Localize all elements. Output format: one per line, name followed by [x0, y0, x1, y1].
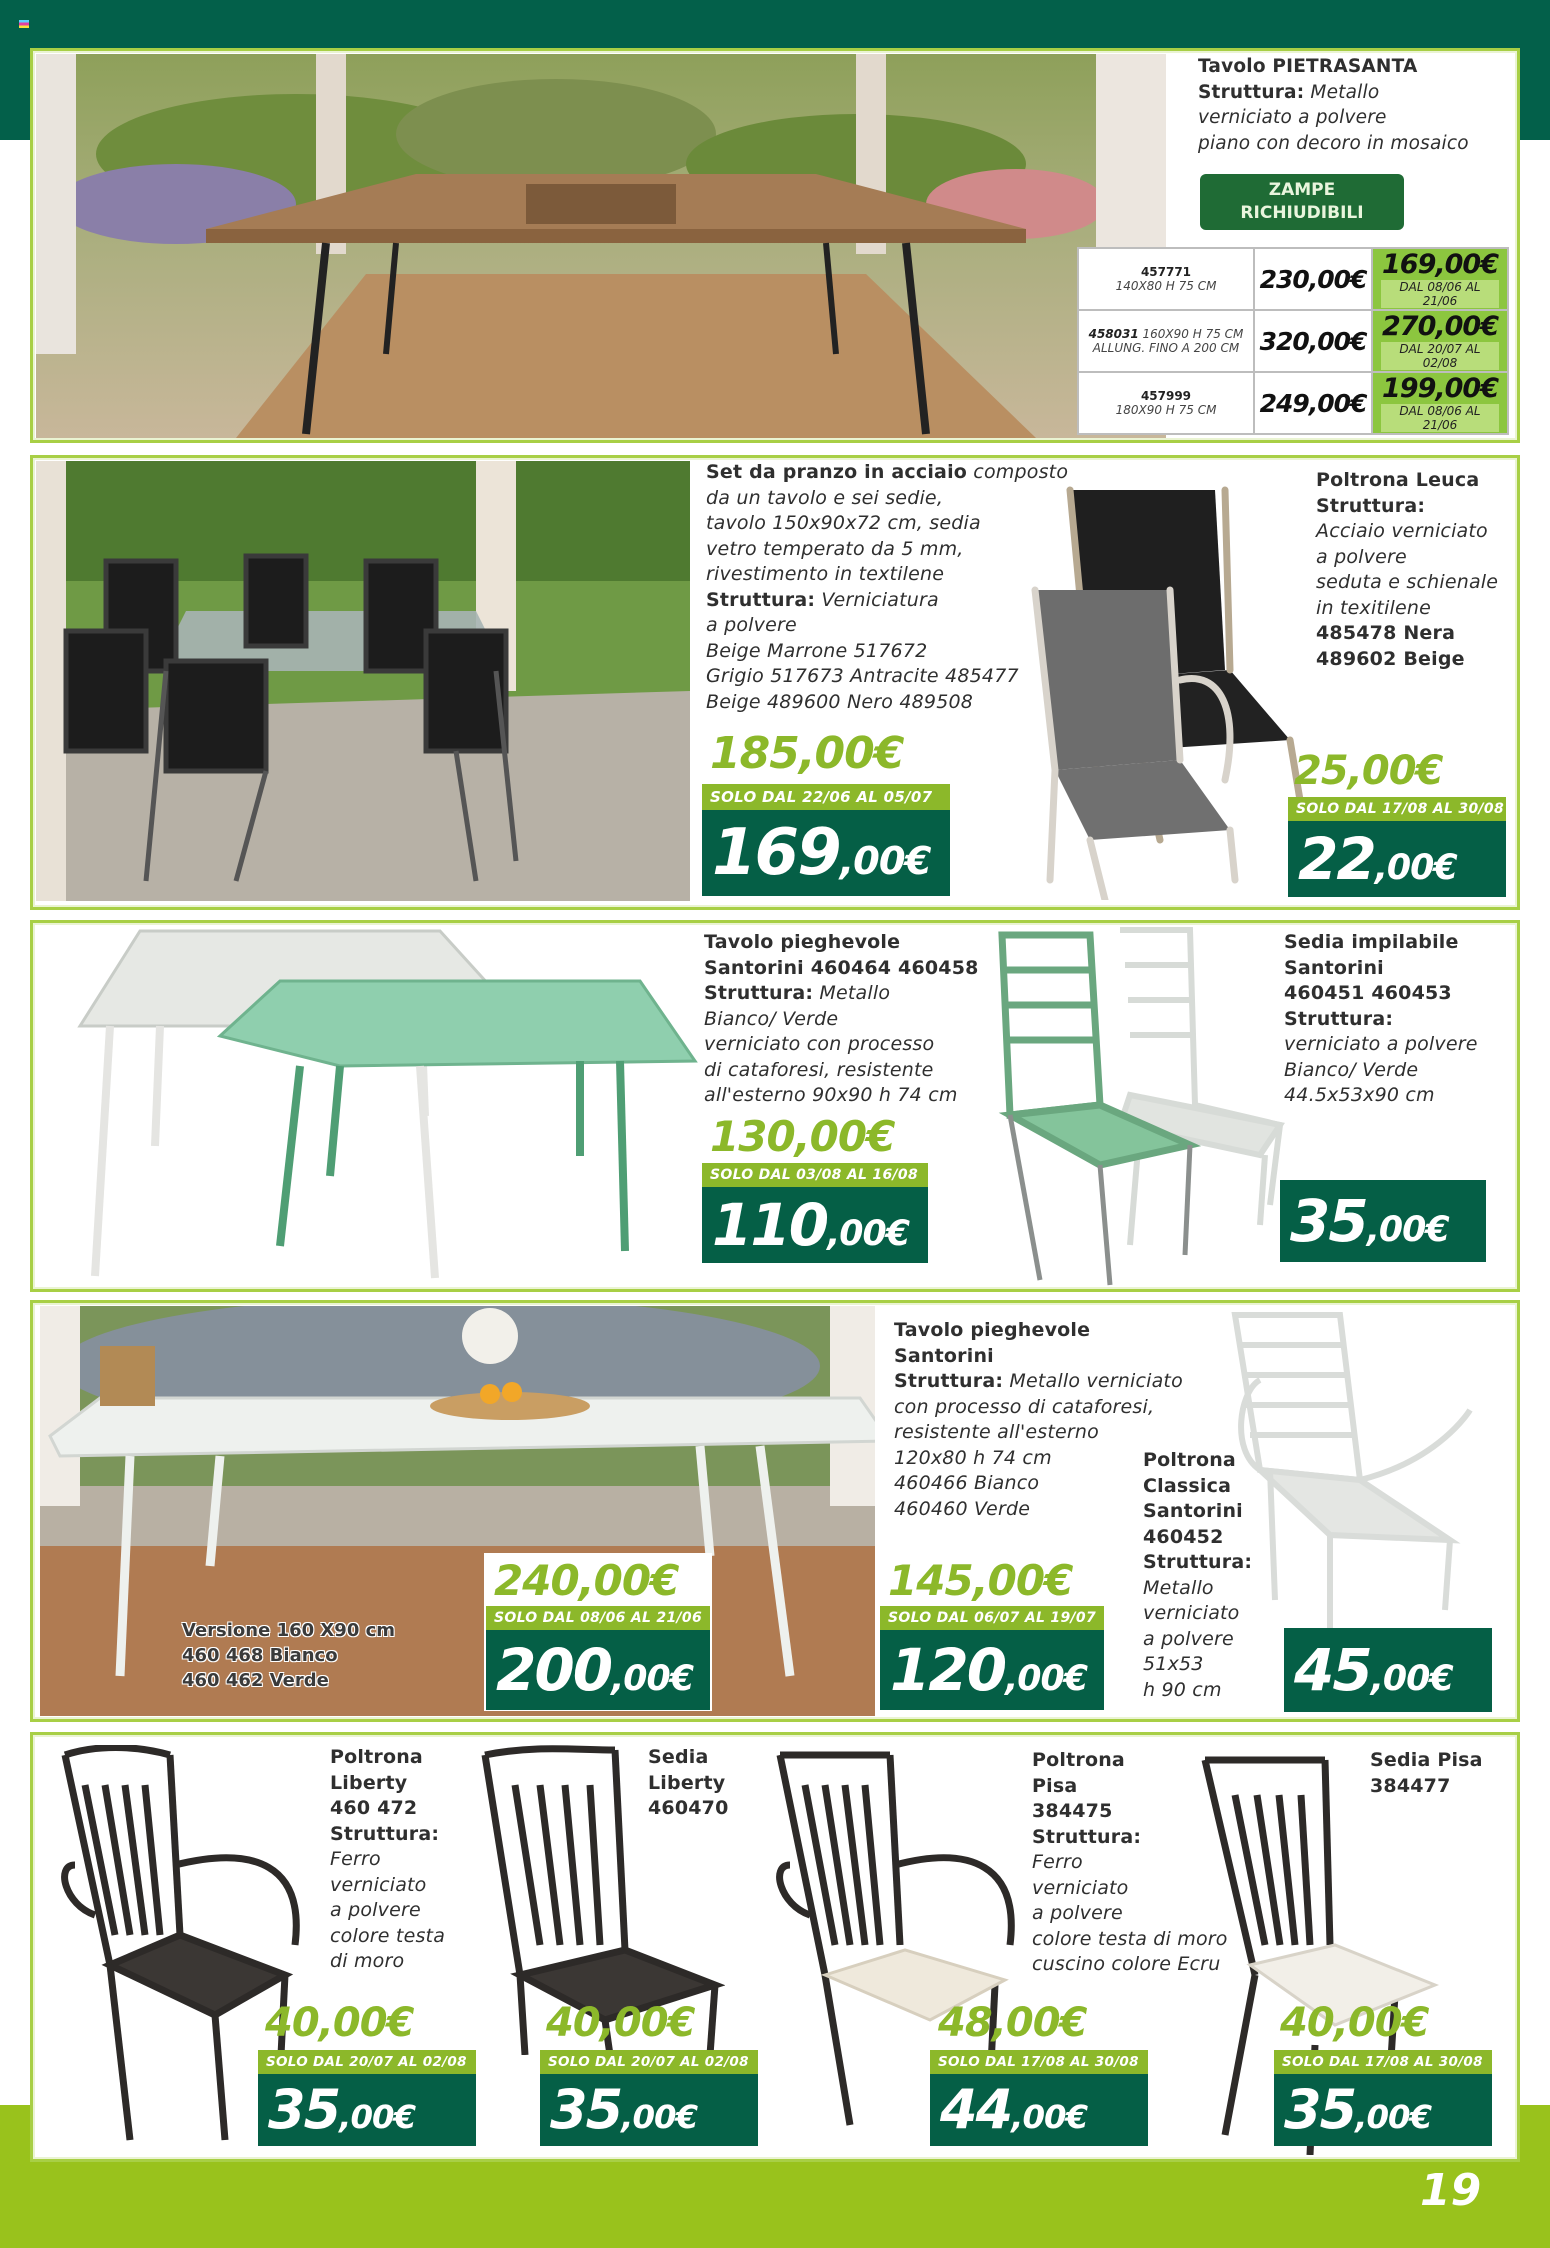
desc-line: verniciato	[330, 1873, 427, 1896]
price-int: 110	[712, 1191, 828, 1259]
item-title: Pisa	[1032, 1774, 1078, 1797]
desc-line: di cataforesi, resistente	[704, 1058, 934, 1081]
desc-line: h 90 cm	[1143, 1678, 1222, 1701]
leuca-promo-dates: SOLO DAL 17/08 AL 30/08	[1288, 797, 1506, 821]
pietrasanta-table-photo	[36, 54, 1166, 438]
product-extension: ALLUNG. FINO A 200 CM	[1092, 341, 1240, 355]
leuca-chair-photo	[1030, 480, 1310, 900]
desc-line: a polvere	[1032, 1902, 1123, 1924]
offer-price: 169,00€	[1382, 249, 1498, 280]
desc-line: composto	[967, 461, 1069, 483]
desc-line: 44.5x53x90 cm	[1284, 1084, 1435, 1106]
dining-set-photo	[36, 461, 690, 901]
santorini-120-description	[894, 1318, 1183, 1522]
desc-line: da un tavolo e sei sedie,	[706, 486, 944, 509]
product-dimensions: 180X90 H 75 CM	[1115, 403, 1217, 417]
desc-line: Bianco/ Verde	[1284, 1058, 1419, 1081]
table-row	[1078, 248, 1508, 310]
pisa-chair-old-price: 40,00€	[1280, 2000, 1429, 2046]
product-title: Tavolo PIETRASANTA	[1198, 56, 1418, 77]
desc-line: a polvere	[706, 614, 797, 636]
santorini-chair-description	[1284, 930, 1478, 1109]
liberty-armchair-old-price: 40,00€	[265, 2000, 414, 2046]
price-int: 200	[496, 1636, 612, 1704]
offer-dates: DAL 08/06 AL 21/06	[1381, 280, 1499, 308]
desc-line: a polvere	[1143, 1627, 1234, 1650]
variant-code: 485478 Nera	[1316, 622, 1456, 644]
price-cents: ,00€	[839, 839, 931, 884]
chair-codes: 460451 460453	[1284, 982, 1452, 1004]
classica-chair-photo	[1230, 1310, 1490, 1630]
chair-title: Sedia impilabile	[1284, 931, 1459, 953]
desc-line: a polvere	[330, 1899, 421, 1921]
santorini-160-promo-dates: SOLO DAL 08/06 AL 21/06	[486, 1606, 710, 1630]
variant-codes: Beige Marrone 517672	[706, 639, 928, 662]
version-line: Versione 160 X90 cm	[182, 1620, 396, 1641]
pisa-armchair-sale-price	[930, 2074, 1148, 2146]
santorini-90-promo-dates: SOLO DAL 03/08 AL 16/08	[702, 1163, 928, 1187]
struct-label: Struttura:	[1032, 1825, 1142, 1848]
chair-title: Classica	[1143, 1474, 1232, 1497]
leuca-sale-price	[1288, 821, 1506, 897]
item-title: Sedia Pisa	[1370, 1749, 1483, 1771]
santorini-160-old-price: 240,00€	[494, 1556, 679, 1605]
desc-line: tavolo 150x90x72 cm, sedia	[706, 512, 981, 534]
table-row	[1078, 310, 1508, 372]
variant-code: 489602 Beige	[1316, 647, 1465, 670]
santorini-120-sale-price	[880, 1630, 1104, 1710]
price-int: 45	[1294, 1636, 1371, 1704]
desc-line: verniciato	[1143, 1602, 1240, 1624]
desc-line: all'esterno 90x90 h 74 cm	[704, 1084, 958, 1106]
liberty-armchair-sale-price	[258, 2074, 476, 2146]
desc-line: 120x80 h 74 cm	[894, 1446, 1052, 1469]
item-code: 460470	[648, 1797, 729, 1819]
desc-line: Ferro	[1032, 1851, 1083, 1873]
santorini-90-description	[704, 930, 979, 1109]
desc-line: verniciato a polvere	[1198, 107, 1387, 128]
desc-line: Bianco/ Verde	[704, 1007, 839, 1030]
price-cents: ,00€	[339, 2098, 416, 2136]
liberty-armchair-promo-dates: SOLO DAL 20/07 AL 02/08	[258, 2050, 476, 2074]
pietrasanta-price-table	[1077, 247, 1509, 435]
table-title: Tavolo pieghevole	[894, 1319, 1091, 1341]
santorini-120-promo-dates: SOLO DAL 06/07 AL 19/07	[880, 1606, 1104, 1630]
product-dimensions: 140X80 H 75 CM	[1115, 279, 1217, 293]
price-cents: ,00€	[611, 1659, 693, 1699]
pisa-chair-promo-dates: SOLO DAL 17/08 AL 30/08	[1274, 2050, 1492, 2074]
desc-line: con processo di cataforesi,	[894, 1395, 1155, 1418]
struct-label: Struttura:	[1284, 1007, 1394, 1030]
desc-line: rivestimento in textilene	[706, 563, 945, 585]
desc-line: a polvere	[1316, 545, 1407, 568]
classica-chair-sale-price	[1284, 1628, 1492, 1712]
desc-line: 51x53	[1143, 1653, 1204, 1675]
santorini-stackable-chairs-photo	[990, 925, 1290, 1290]
pisa-armchair-old-price: 48,00€	[938, 2000, 1087, 2046]
desc-line: Acciaio verniciato	[1316, 520, 1488, 542]
struct-value: Verniciatura	[815, 588, 939, 611]
desc-line: resistente all'esterno	[894, 1421, 1099, 1443]
struct-value: Metallo verniciato	[1003, 1370, 1183, 1392]
chair-title: Santorini	[1143, 1500, 1243, 1522]
item-title: Poltrona	[330, 1746, 423, 1768]
price-int: 44	[940, 2078, 1012, 2141]
chair-title: Poltrona	[1143, 1449, 1236, 1471]
item-title: Sedia	[648, 1746, 709, 1768]
desc-line: di moro	[330, 1950, 405, 1972]
desc-line: verniciato	[1032, 1876, 1129, 1899]
desc-line: in texitilene	[1316, 596, 1432, 619]
santorini-160-sale-price	[486, 1630, 710, 1710]
desc-line: colore testa	[330, 1924, 446, 1947]
price-int: 120	[890, 1636, 1006, 1704]
price-int: 169	[712, 816, 840, 890]
desc-line: seduta e schienale	[1316, 571, 1499, 593]
print-color-marker	[19, 20, 29, 28]
desc-line: piano con decoro in mosaico	[1198, 132, 1469, 154]
version-line: 460 462 Verde	[182, 1670, 329, 1691]
pietrasanta-description	[1198, 54, 1469, 156]
variant-codes: Grigio 517673 Antracite 485477	[706, 665, 1019, 687]
leuca-old-price: 25,00€	[1294, 748, 1443, 794]
table-title: Tavolo pieghevole	[704, 931, 901, 953]
desc-line: colore testa di moro	[1032, 1927, 1228, 1950]
pisa-armchair-promo-dates: SOLO DAL 17/08 AL 30/08	[930, 2050, 1148, 2074]
list-price: 249,00€	[1259, 388, 1367, 418]
desc-line: verniciato con processo	[704, 1033, 935, 1055]
offer-price: 199,00€	[1382, 373, 1498, 404]
set-title: Set da pranzo in acciaio	[706, 461, 968, 483]
santorini-folding-tables-photo	[40, 926, 700, 1286]
offer-dates: DAL 20/07 AL 02/08	[1381, 342, 1499, 370]
pisa-chair-sale-price	[1274, 2074, 1492, 2146]
product-code: 458031	[1088, 327, 1139, 341]
santorini-90-sale-price	[702, 1187, 928, 1263]
liberty-chair-old-price: 40,00€	[546, 2000, 695, 2046]
list-price: 230,00€	[1259, 264, 1367, 294]
table-title: Santorini	[894, 1344, 994, 1367]
price-int: 35	[1284, 2078, 1356, 2141]
badge-line: RICHIUDIBILI	[1240, 203, 1364, 223]
offer-dates: DAL 08/06 AL 21/06	[1381, 404, 1499, 432]
item-code: 384475	[1032, 1800, 1113, 1822]
dining-set-description	[706, 460, 1068, 715]
desc-line: Ferro	[330, 1848, 381, 1870]
variant-code: 460466 Bianco	[894, 1472, 1040, 1494]
item-code: 460 472	[330, 1797, 418, 1819]
price-cents: ,00€	[1374, 848, 1457, 888]
item-title: Liberty	[648, 1771, 726, 1794]
version-line: 460 468 Bianco	[182, 1645, 338, 1666]
desc-line: Metallo	[1143, 1576, 1214, 1599]
item-code: 384477	[1370, 1774, 1451, 1797]
liberty-chair-description	[648, 1745, 729, 1822]
list-price: 320,00€	[1259, 326, 1367, 356]
struct-label: Struttura:	[1316, 494, 1426, 517]
folding-legs-badge	[1200, 174, 1404, 230]
struct-label: Struttura:	[1143, 1551, 1253, 1573]
santorini-120-old-price: 145,00€	[888, 1556, 1073, 1605]
struct-label: Struttura:	[704, 982, 814, 1004]
leuca-chair-description	[1316, 468, 1498, 672]
struct-label: Struttura:	[894, 1370, 1004, 1392]
table-row	[1078, 372, 1508, 434]
price-int: 22	[1298, 825, 1375, 893]
item-title: Liberty	[330, 1771, 408, 1794]
price-cents: ,00€	[1355, 2098, 1432, 2136]
product-code: 457999	[1140, 389, 1192, 403]
struct-label: Struttura:	[330, 1822, 440, 1845]
desc-line: cuscino colore Ecru	[1032, 1953, 1221, 1975]
page-number: 19	[1420, 2165, 1482, 2216]
desc-line: vetro temperato da 5 mm,	[706, 537, 964, 560]
santorini-160-version-note	[182, 1618, 395, 1693]
price-cents: ,00€	[1011, 2098, 1088, 2136]
chair-title: Santorini	[1284, 956, 1384, 979]
product-code: 457771	[1140, 265, 1192, 279]
price-cents: ,00€	[621, 2098, 698, 2136]
price-cents: ,00€	[1366, 1210, 1449, 1250]
product-dimensions: 160X90 H 75 CM	[1142, 327, 1244, 341]
pisa-armchair-description	[1032, 1748, 1228, 1978]
set-sale-price	[702, 810, 950, 896]
santorini-chair-sale-price	[1280, 1180, 1486, 1262]
santorini-120-table-photo	[40, 1306, 875, 1716]
chair-code: 460452	[1143, 1525, 1224, 1548]
chair-title: Poltrona Leuca	[1316, 469, 1480, 491]
badge-line: ZAMPE	[1268, 180, 1336, 200]
set-promo-dates: SOLO DAL 22/06 AL 05/07	[702, 784, 950, 810]
desc-line: verniciato a polvere	[1284, 1033, 1478, 1055]
set-old-price: 185,00€	[710, 728, 904, 779]
pisa-chair-description	[1370, 1748, 1483, 1799]
struct-value: Metallo	[1310, 81, 1380, 103]
price-cents: ,00€	[1005, 1659, 1087, 1699]
price-int: 35	[550, 2078, 622, 2141]
liberty-armchair-description	[330, 1745, 445, 1975]
price-int: 35	[268, 2078, 340, 2141]
liberty-chair-sale-price	[540, 2074, 758, 2146]
variant-code: 460460 Verde	[894, 1497, 1031, 1520]
struct-value: Metallo	[813, 982, 891, 1004]
variant-codes: Beige 489600 Nero 489508	[706, 690, 974, 713]
price-cents: ,00€	[827, 1214, 909, 1254]
offer-price: 270,00€	[1382, 311, 1498, 342]
price-int: 35	[1290, 1187, 1367, 1255]
table-codes: Santorini 460464 460458	[704, 956, 979, 979]
struct-label: Struttura:	[1198, 81, 1305, 103]
struct-label: Struttura:	[706, 588, 816, 611]
price-cents: ,00€	[1370, 1659, 1453, 1699]
santorini-90-old-price: 130,00€	[710, 1112, 895, 1161]
liberty-chair-promo-dates: SOLO DAL 20/07 AL 02/08	[540, 2050, 758, 2074]
item-title: Poltrona	[1032, 1749, 1125, 1771]
